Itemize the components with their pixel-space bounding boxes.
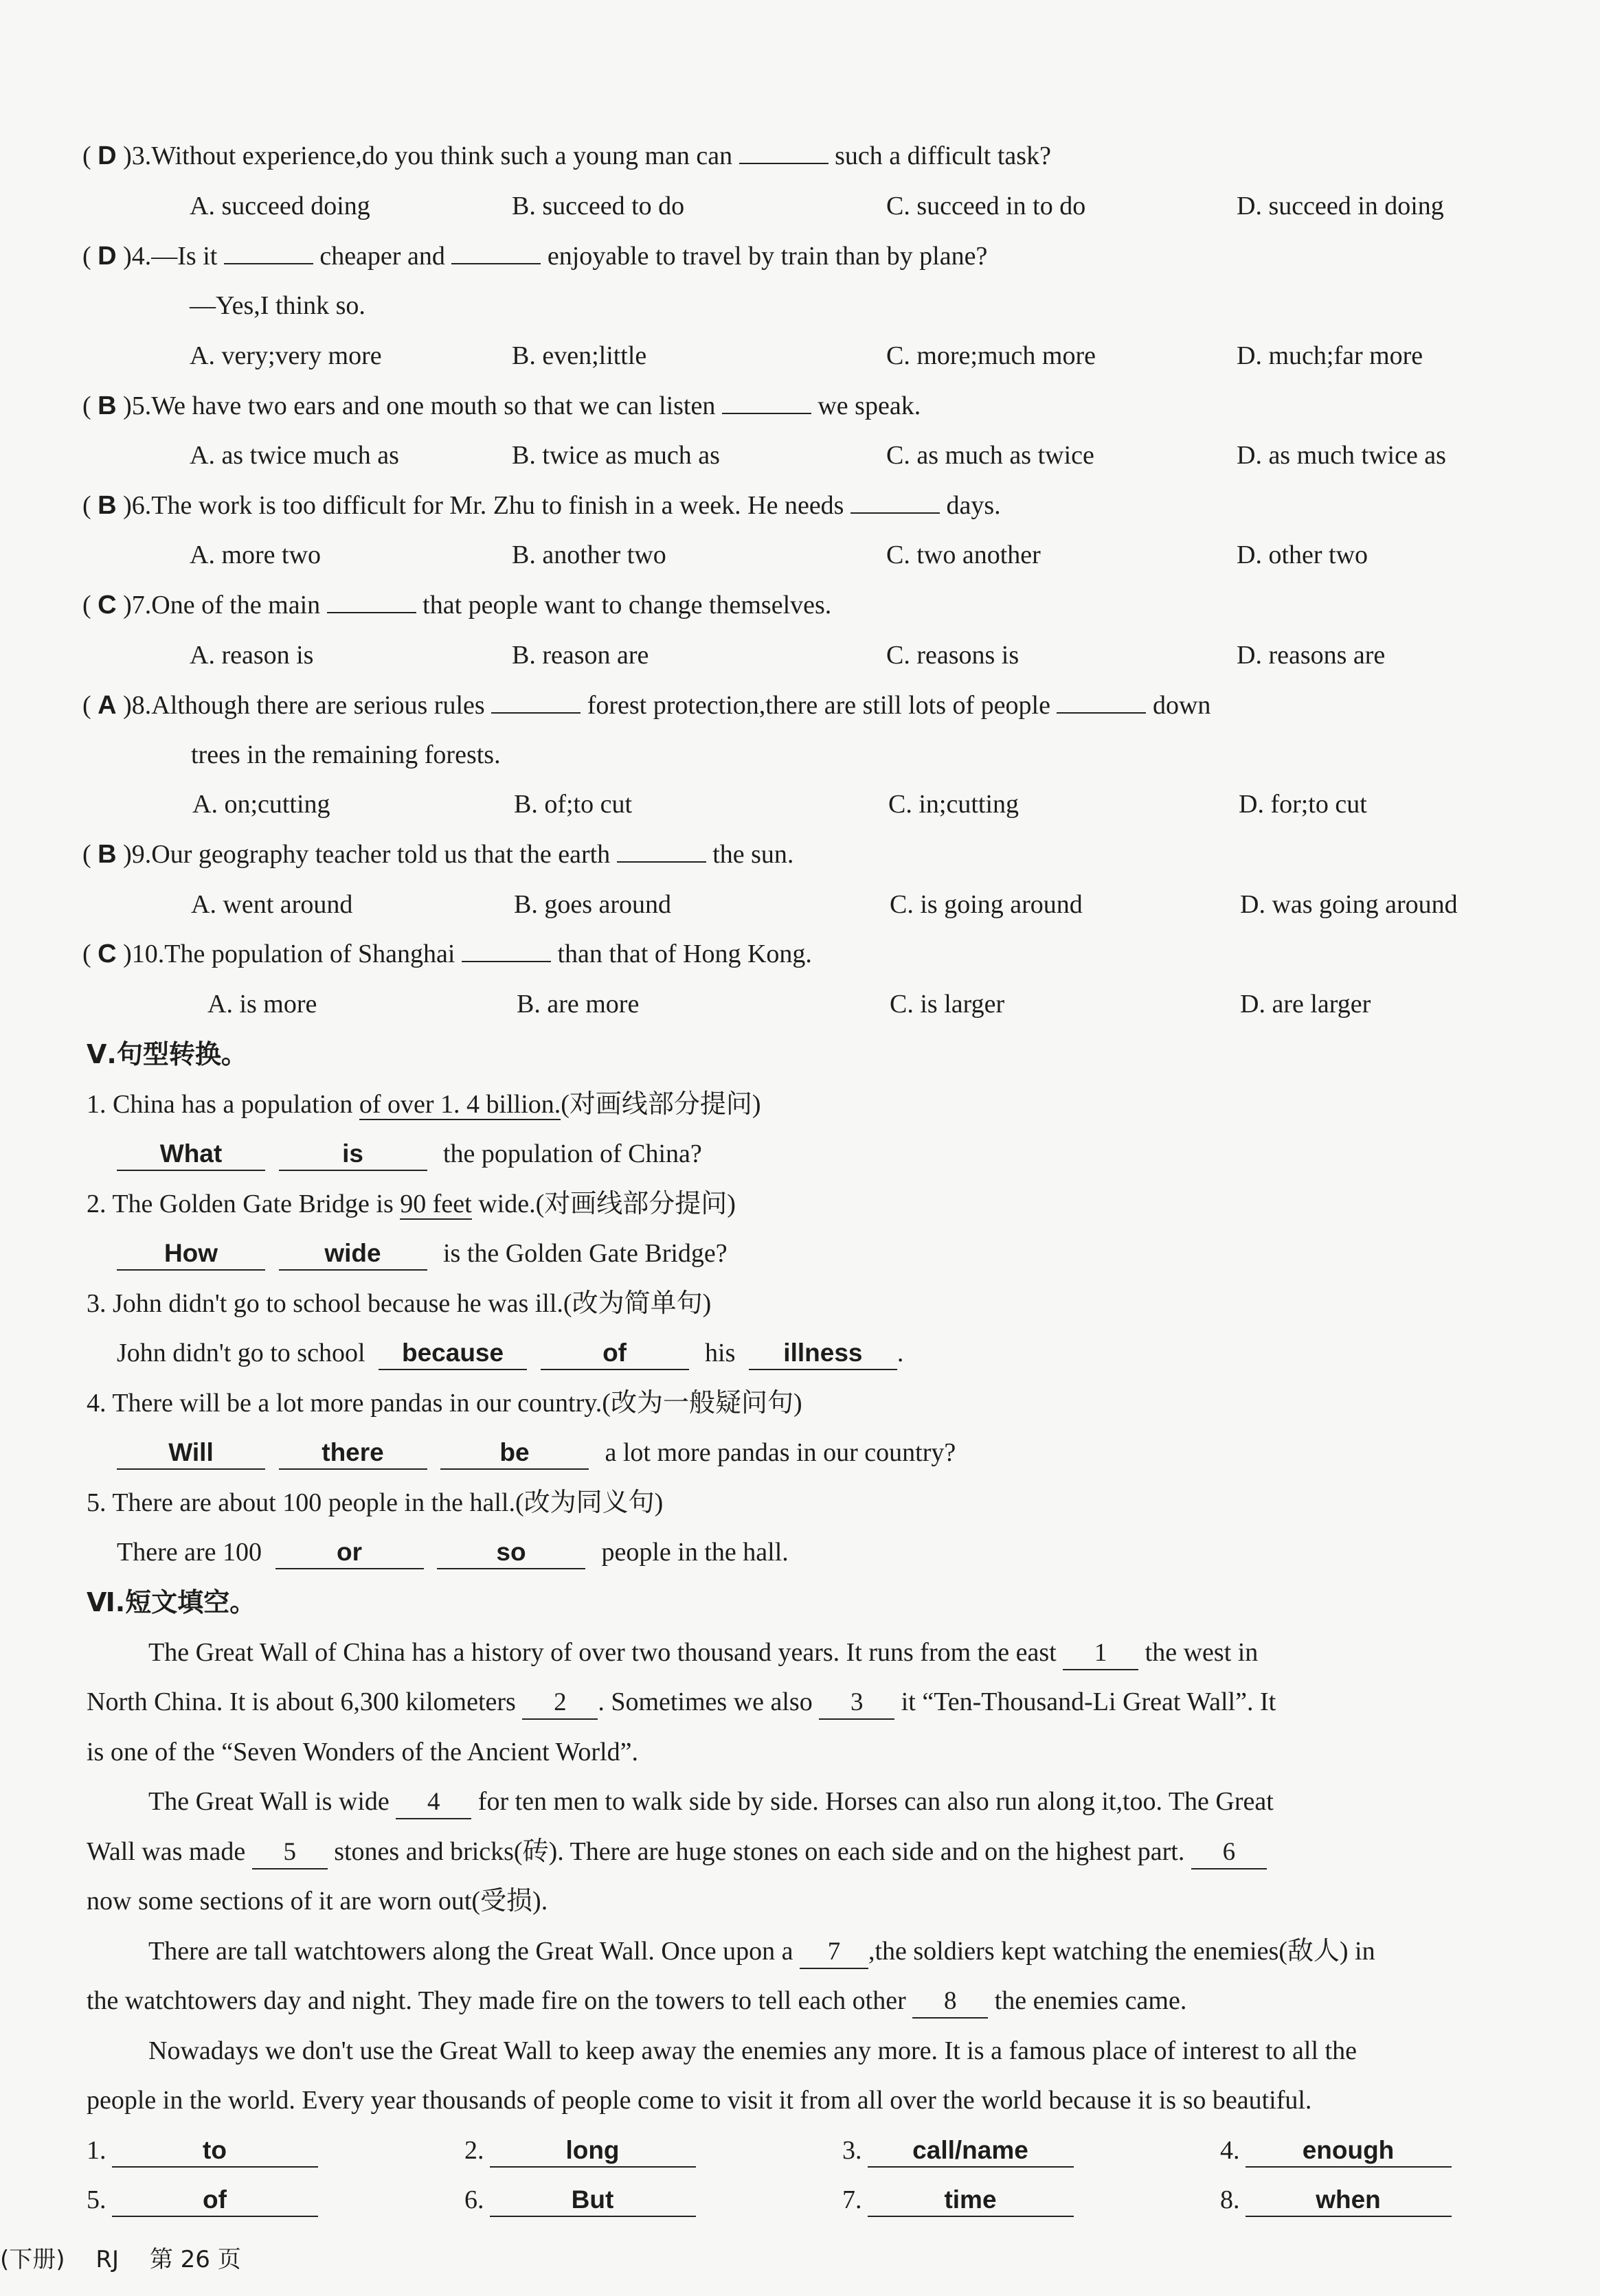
s6-blank-5: 5 — [252, 1837, 328, 1869]
mcq-4-text-c: enjoyable to travel by train than by plane? — [547, 242, 988, 271]
s6-blank-3: 3 — [819, 1687, 894, 1720]
s6-p3-text-d: the enemies came. — [994, 1986, 1187, 2015]
s6-answer-5 — [87, 2183, 318, 2217]
s6-p3-text-b: ,the soldiers kept watching the enemies(敌人) in — [868, 1937, 1375, 1966]
s5-q4-fill-2: there — [279, 1437, 427, 1470]
mcq-6-number: 6. — [131, 491, 152, 520]
mcq-7-text-b: that people want to change themselves. — [422, 591, 832, 620]
mcq-10-text-a: The population of Shanghai — [164, 940, 455, 968]
mcq-7-option-b: B. reason are — [512, 641, 649, 670]
mcq-10-stem: ( C )10.The population of Shanghai than that of Hong Kong. — [82, 937, 812, 971]
s5-q4-prompt: 4. There will be a lot more pandas in our country.(改为一般疑问句) — [87, 1389, 802, 1418]
s5-q1-fill-2: is — [279, 1138, 427, 1171]
s6-p1-text-c: North China. It is about 6,300 kilometers — [87, 1687, 516, 1716]
mcq-9-answer: B — [98, 840, 117, 869]
mcq-5-number: 5. — [131, 391, 152, 420]
s5-q1-answer-line — [117, 1137, 702, 1171]
s5-q5-rest: people in the hall. — [601, 1538, 789, 1567]
s6-answer-3-value: call/name — [868, 2135, 1074, 2168]
s6-p2-line-3: now some sections of it are worn out(受损). — [87, 1887, 548, 1916]
s5-q2-rest: is the Golden Gate Bridge? — [443, 1239, 728, 1268]
s5-q1-instruction: (对画线部分提问) — [561, 1090, 761, 1119]
mcq-10-option-a: A. is more — [207, 990, 317, 1019]
mcq-9-option-c: C. is going around — [890, 890, 1083, 919]
s5-q2-fill-2: wide — [279, 1238, 427, 1271]
mcq-6-text-b: days. — [946, 491, 1001, 520]
mcq-7-answer: C — [98, 591, 117, 620]
mcq-6-option-a: A. more two — [190, 541, 322, 569]
s6-answer-3-number: 3. — [842, 2136, 862, 2165]
mcq-7-option-c: C. reasons is — [886, 641, 1019, 670]
footer-volume: (下册) — [0, 2246, 65, 2273]
s5-q4-fill-3: be — [440, 1437, 589, 1470]
mcq-8-stem: ( A )8.Although there are serious rules forest protection,there are still lots of people down — [82, 688, 1210, 723]
mcq-8-text-a: Although there are serious rules — [151, 691, 485, 720]
mcq-8-answer: A — [98, 691, 117, 720]
mcq-6-text-a: The work is too difficult for Mr. Zhu to finish in a week. He needs — [151, 491, 844, 520]
mcq-8-blank-2 — [1057, 689, 1146, 714]
s6-answer-2-number: 2. — [464, 2136, 484, 2165]
s5-q4-answer-line — [117, 1435, 956, 1470]
s6-p4-line-2: people in the world. Every year thousands of people come to visit it from all over the world because it is so beautiful. — [87, 2086, 1312, 2115]
s5-q3-fill-2: of — [541, 1337, 689, 1370]
s5-q3-fill-1: because — [379, 1337, 527, 1370]
s5-q3-prompt: 3. John didn't go to school because he was ill.(改为简单句) — [87, 1289, 712, 1318]
s5-q3-mid: his — [705, 1339, 736, 1367]
s6-answer-4 — [1220, 2133, 1452, 2168]
mcq-9-option-b: B. goes around — [514, 890, 672, 919]
s6-answer-4-number: 4. — [1220, 2136, 1240, 2165]
mcq-8-option-a: A. on;cutting — [192, 790, 330, 819]
s6-p2-text-d: stones and bricks(砖). There are huge stones on each side and on the highest part. — [334, 1837, 1185, 1866]
s5-q1-underlined: of over 1. 4 billion. — [359, 1090, 561, 1119]
s6-answer-7-number: 7. — [842, 2185, 862, 2214]
s6-answer-5-value: of — [112, 2184, 318, 2217]
mcq-3-answer: D — [98, 141, 117, 170]
mcq-10-answer: C — [98, 940, 117, 968]
section-5-heading: Ⅴ.句型转换。 — [87, 1039, 247, 1069]
mcq-10-option-d: D. are larger — [1240, 990, 1371, 1019]
mcq-10-blank — [462, 937, 551, 962]
s6-answer-6 — [464, 2183, 696, 2217]
s5-q2-text: 2. The Golden Gate Bridge is — [87, 1190, 401, 1218]
s6-p1-text-d: . Sometimes we also — [598, 1687, 813, 1716]
s6-p1-line-3: is one of the “Seven Wonders of the Ancient World”. — [87, 1738, 638, 1766]
s6-answer-1 — [87, 2133, 318, 2168]
mcq-8-option-d: D. for;to cut — [1239, 790, 1367, 819]
mcq-8-option-b: B. of;to cut — [514, 790, 633, 819]
s5-q2-instruction: wide.(对画线部分提问) — [471, 1190, 736, 1218]
mcq-4-text-b: cheaper and — [319, 242, 445, 271]
mcq-3-stem: ( D )3.Without experience,do you think such a young man can such a difficult task? — [82, 139, 1051, 173]
s6-p1-line-1 — [148, 1635, 1258, 1670]
mcq-4-option-c: C. more;much more — [886, 341, 1096, 370]
s5-q2-prompt — [87, 1187, 736, 1221]
mcq-5-text-a: We have two ears and one mouth so that we can listen — [151, 391, 716, 420]
mcq-3-text-b: such a difficult task? — [835, 141, 1051, 170]
mcq-10-option-b: B. are more — [517, 990, 640, 1019]
section-6-heading: Ⅵ.短文填空。 — [87, 1587, 256, 1617]
mcq-3-option-a: A. succeed doing — [190, 192, 370, 220]
mcq-4-reply: —Yes,I think so. — [190, 291, 365, 320]
s6-answer-1-number: 1. — [87, 2136, 106, 2165]
s6-answer-5-number: 5. — [87, 2185, 106, 2214]
mcq-9-blank — [617, 838, 706, 863]
mcq-8-number: 8. — [131, 691, 152, 720]
mcq-7-blank — [327, 589, 416, 613]
mcq-9-stem: ( B )9.Our geography teacher told us that the earth the sun. — [82, 837, 793, 872]
mcq-8-stem-continued: trees in the remaining forests. — [191, 740, 501, 769]
s6-blank-1: 1 — [1063, 1637, 1138, 1670]
mcq-6-option-c: C. two another — [886, 541, 1041, 569]
s6-blank-4: 4 — [396, 1786, 471, 1819]
s6-blank-7: 7 — [800, 1936, 868, 1969]
mcq-9-number: 9. — [131, 840, 152, 869]
mcq-9-option-a: A. went around — [191, 890, 353, 919]
s5-q4-rest: a lot more pandas in our country? — [605, 1438, 956, 1467]
s5-q5-prompt: 5. There are about 100 people in the hall.(改为同义句) — [87, 1488, 664, 1517]
s5-q2-answer-line — [117, 1236, 728, 1271]
mcq-9-text-b: the sun. — [712, 840, 794, 869]
s6-p1-text-e: it “Ten-Thousand-Li Great Wall”. It — [901, 1687, 1276, 1716]
s6-p2-text-a: The Great Wall is wide — [148, 1787, 390, 1816]
s6-p3-text-c: the watchtowers day and night. They made fire on the towers to tell each other — [87, 1986, 906, 2015]
s6-p2-line-2 — [87, 1834, 1267, 1869]
s6-p3-text-a: There are tall watchtowers along the Great Wall. Once upon a — [148, 1937, 793, 1966]
s6-answer-8-value: when — [1246, 2184, 1452, 2217]
mcq-4-stem: ( D )4.—Is it cheaper and enjoyable to travel by train than by plane? — [82, 239, 987, 273]
s6-answer-7 — [842, 2183, 1074, 2217]
mcq-8-text-c: down — [1152, 691, 1211, 720]
mcq-5-option-b: B. twice as much as — [512, 441, 720, 470]
s5-q1-text: 1. China has a population — [87, 1090, 359, 1119]
mcq-4-blank-2 — [451, 240, 541, 264]
mcq-9-text-a: Our geography teacher told us that the earth — [151, 840, 611, 869]
mcq-7-stem: ( C )7.One of the main that people want to change themselves. — [82, 588, 831, 622]
s6-p2-text-c: Wall was made — [87, 1837, 246, 1866]
mcq-4-blank-1 — [224, 240, 313, 264]
mcq-10-text-b: than that of Hong Kong. — [557, 940, 812, 968]
mcq-8-blank-1 — [491, 689, 581, 714]
mcq-4-text-a: —Is it — [151, 242, 218, 271]
mcq-3-number: 3. — [131, 141, 152, 170]
mcq-5-text-b: we speak. — [818, 391, 921, 420]
s6-answer-2-value: long — [490, 2135, 696, 2168]
s6-answer-1-value: to — [112, 2135, 318, 2168]
s5-q4-fill-1: Will — [117, 1437, 265, 1470]
mcq-8-text-b: forest protection,there are still lots of people — [587, 691, 1050, 720]
s6-blank-8: 8 — [912, 1986, 988, 2019]
page-footer — [0, 2244, 241, 2275]
s6-p3-line-2 — [87, 1984, 1186, 2019]
footer-page-number: 第 26 页 — [149, 2246, 241, 2273]
s5-q2-underlined: 90 feet — [400, 1190, 472, 1218]
s6-p1-line-2 — [87, 1685, 1276, 1720]
mcq-3-option-d: D. succeed in doing — [1237, 192, 1444, 220]
mcq-3-text-a: Without experience,do you think such a young man can — [151, 141, 733, 170]
mcq-3-blank — [739, 139, 829, 164]
s6-blank-2: 2 — [522, 1687, 598, 1720]
mcq-6-blank — [850, 489, 940, 514]
s6-answer-3 — [842, 2133, 1074, 2168]
mcq-5-option-c: C. as much as twice — [886, 441, 1094, 470]
mcq-9-option-d: D. was going around — [1240, 890, 1458, 919]
mcq-8-option-c: C. in;cutting — [888, 790, 1019, 819]
s5-q3-period: . — [897, 1339, 904, 1367]
s6-answer-8 — [1220, 2183, 1452, 2217]
mcq-4-option-d: D. much;far more — [1237, 341, 1423, 370]
s5-q3-answer-line — [117, 1336, 903, 1370]
s6-p2-line-1 — [148, 1784, 1274, 1819]
s6-blank-6: 6 — [1191, 1837, 1267, 1869]
mcq-4-number: 4. — [131, 242, 152, 271]
mcq-6-option-d: D. other two — [1237, 541, 1368, 569]
s6-p4-line-1: Nowadays we don't use the Great Wall to keep away the enemies any more. It is a famous place of interest to all the — [148, 2036, 1357, 2065]
mcq-5-option-a: A. as twice much as — [190, 441, 399, 470]
s6-answer-6-value: But — [490, 2184, 696, 2217]
mcq-3-option-b: B. succeed to do — [512, 192, 685, 220]
mcq-5-option-d: D. as much twice as — [1237, 441, 1446, 470]
s6-p1-text-b: the west in — [1145, 1638, 1259, 1667]
s5-q5-fill-1: or — [275, 1536, 424, 1569]
mcq-3-option-c: C. succeed in to do — [886, 192, 1086, 220]
mcq-7-text-a: One of the main — [151, 591, 321, 620]
s6-answer-2 — [464, 2133, 696, 2168]
footer-edition: RJ — [95, 2246, 119, 2273]
mcq-7-option-a: A. reason is — [190, 641, 314, 670]
s6-p2-text-b: for ten men to walk side by side. Horses can also run along it,too. The Great — [477, 1787, 1274, 1816]
s6-answer-6-number: 6. — [464, 2185, 484, 2214]
s6-answer-4-value: enough — [1246, 2135, 1452, 2168]
s5-q1-fill-1: What — [117, 1138, 265, 1171]
s5-q5-answer-line — [117, 1535, 789, 1569]
mcq-6-stem: ( B )6.The work is too difficult for Mr. Zhu to finish in a week. He needs days. — [82, 488, 1001, 523]
mcq-5-blank — [722, 389, 811, 414]
s5-q1-rest: the population of China? — [443, 1139, 702, 1168]
s5-q2-fill-1: How — [117, 1238, 265, 1271]
s5-q3-fill-3: illness — [749, 1337, 897, 1370]
mcq-7-number: 7. — [131, 591, 152, 620]
s6-answer-7-value: time — [868, 2184, 1074, 2217]
mcq-6-option-b: B. another two — [512, 541, 666, 569]
s5-q1-prompt — [87, 1087, 761, 1122]
mcq-5-stem: ( B )5.We have two ears and one mouth so that we can listen we speak. — [82, 389, 921, 423]
mcq-4-option-a: A. very;very more — [190, 341, 382, 370]
s5-q3-lead: John didn't go to school — [117, 1339, 365, 1367]
mcq-4-option-b: B. even;little — [512, 341, 647, 370]
mcq-10-option-c: C. is larger — [890, 990, 1005, 1019]
s5-q5-lead: There are 100 — [117, 1538, 262, 1567]
mcq-6-answer: B — [98, 491, 117, 520]
s6-p1-text-a: The Great Wall of China has a history of over two thousand years. It runs from the east — [148, 1638, 1057, 1667]
mcq-5-answer: B — [98, 391, 117, 420]
s6-p3-line-1 — [148, 1934, 1375, 1969]
s6-answer-8-number: 8. — [1220, 2185, 1240, 2214]
s5-q5-fill-2: so — [437, 1536, 585, 1569]
mcq-4-answer: D — [98, 242, 117, 271]
mcq-7-option-d: D. reasons are — [1237, 641, 1386, 670]
mcq-10-number: 10. — [131, 940, 165, 968]
